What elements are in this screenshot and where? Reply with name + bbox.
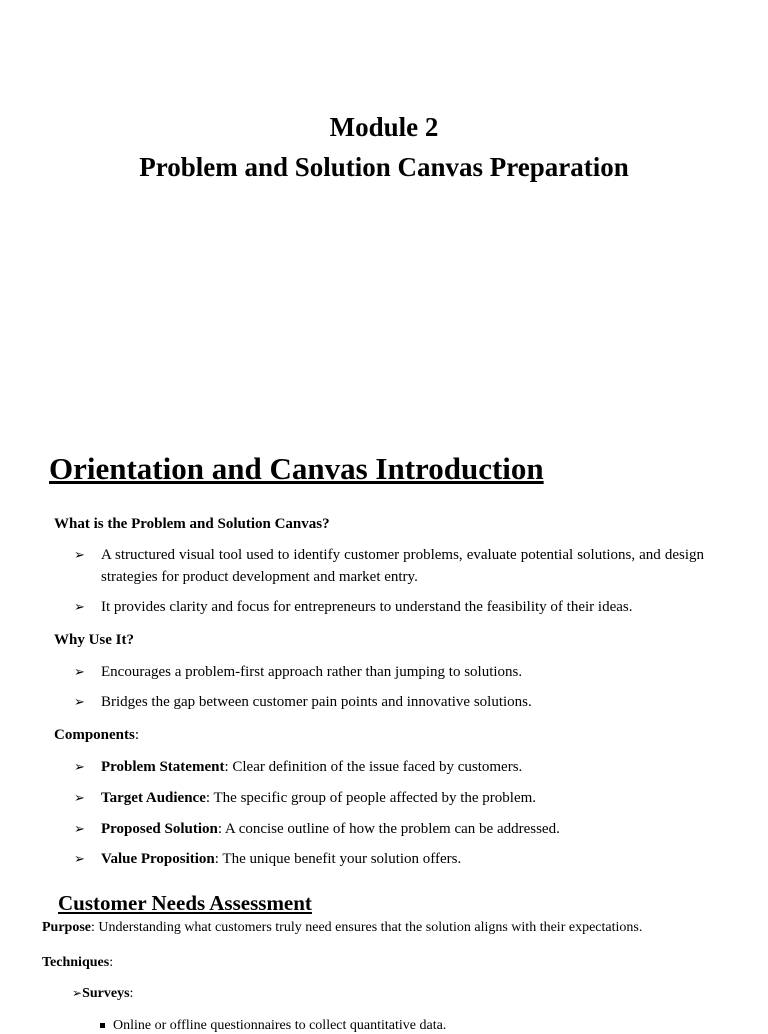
- component-desc: : A concise outline of how the problem can be addressed.: [217, 821, 560, 837]
- component-term: Proposed Solution: [101, 821, 218, 837]
- module-subtitle: Problem and Solution Canvas Preparation: [139, 152, 629, 182]
- bullet-text: Encourages a problem-first approach rather than jumping to solutions.: [101, 664, 523, 680]
- question-why-use: Why Use It?: [54, 632, 135, 648]
- list-item: [74, 661, 704, 683]
- section-heading-orientation: Orientation and Canvas Introduction: [49, 451, 544, 486]
- bullet-text: It provides clarity and focus for entrepreneurs to understand the feasibility of their ideas.: [101, 599, 633, 615]
- list-item: [74, 818, 704, 840]
- list-item: [74, 787, 704, 809]
- purpose-line: [42, 920, 642, 936]
- arrowhead-bullet-icon: ➢: [74, 821, 85, 836]
- component-term: Value Proposition: [101, 851, 215, 866]
- list-item: [74, 596, 704, 618]
- list-item: [74, 544, 704, 588]
- bullet-text: A structured visual tool used to identify customer problems, evaluate potential solutions, and design strategies for product development and market entry.: [101, 547, 704, 585]
- purpose-label: Purpose: [42, 920, 91, 935]
- module-title: Module 2: [329, 112, 439, 142]
- component-desc: : The specific group of people affected by the problem.: [205, 790, 537, 806]
- list-item: [74, 691, 704, 713]
- arrowhead-bullet-icon: ➢: [74, 664, 85, 679]
- techniques-colon: :: [109, 955, 114, 970]
- bullet-text: Bridges the gap between customer pain points and innovative solutions.: [101, 694, 532, 710]
- component-term: Target Audience: [101, 790, 206, 806]
- arrowhead-bullet-icon: ➢: [74, 759, 85, 774]
- square-bullet-icon: [100, 1023, 105, 1028]
- arrowhead-bullet-icon: ➢: [74, 790, 85, 805]
- components-colon: :: [134, 727, 140, 743]
- list-item: [100, 1018, 446, 1034]
- list-item: [74, 756, 704, 778]
- surveys-item-text: Online or offline questionnaires to collect quantitative data.: [113, 1018, 447, 1033]
- arrowhead-bullet-icon: ➢: [74, 851, 85, 866]
- techniques-label: Techniques: [42, 955, 110, 970]
- question-components: [54, 727, 139, 744]
- list-item: [74, 848, 704, 866]
- component-desc: : The unique benefit your solution offers.: [214, 851, 462, 866]
- section-heading-customer-needs: Customer Needs Assessment: [58, 891, 312, 915]
- arrowhead-bullet-icon: ➢: [74, 547, 85, 562]
- arrowhead-bullet-icon: ➢: [74, 599, 85, 614]
- components-label: Components: [54, 727, 135, 743]
- list-item: [72, 986, 133, 1002]
- component-desc: : Clear definition of the issue faced by customers.: [224, 759, 523, 775]
- surveys-label: Surveys: [82, 986, 130, 1001]
- component-term: Problem Statement: [101, 759, 225, 775]
- surveys-colon: :: [129, 986, 134, 1001]
- question-what-is: What is the Problem and Solution Canvas?: [54, 516, 330, 532]
- arrowhead-bullet-icon: ➢: [72, 986, 83, 1000]
- arrowhead-bullet-icon: ➢: [74, 694, 85, 709]
- purpose-text: : Understanding what customers truly need ensures that the solution aligns with their expectations.: [91, 920, 643, 935]
- techniques-line: [42, 955, 113, 971]
